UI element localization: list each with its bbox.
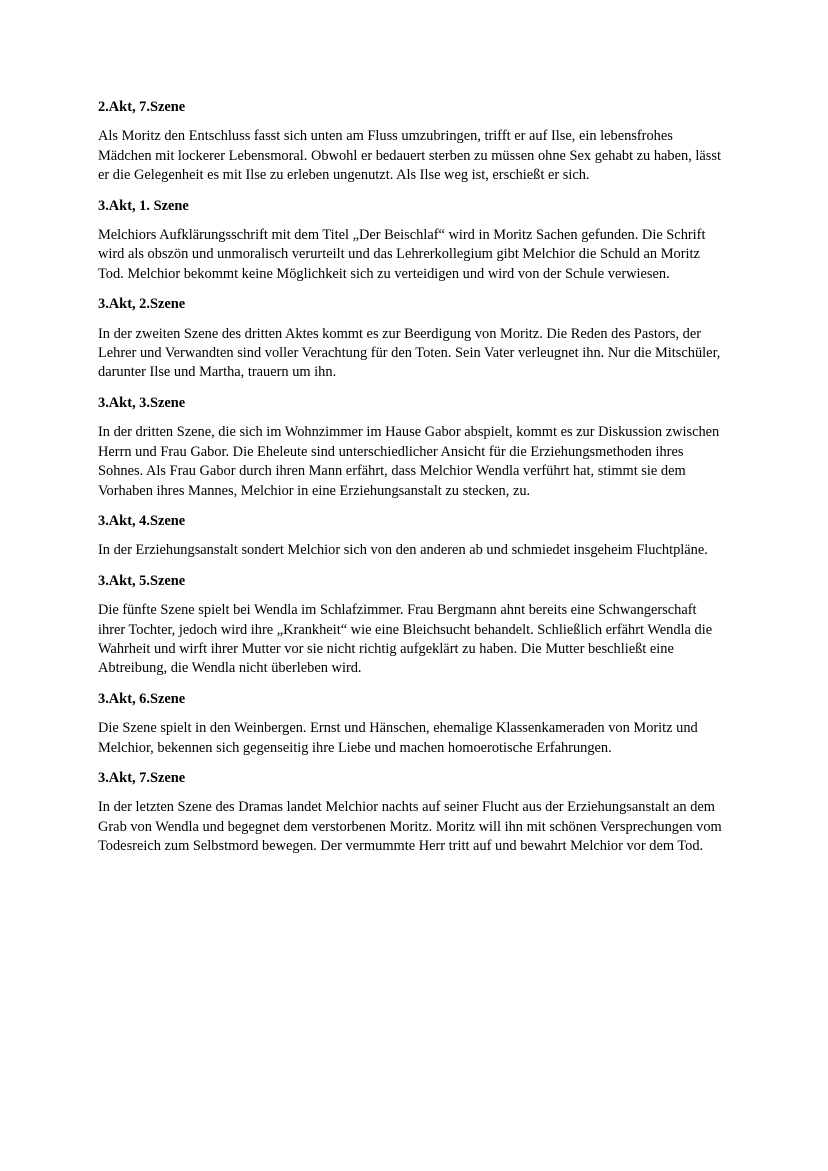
section-text: In der letzten Szene des Dramas landet Melchior nachts auf seiner Flucht aus der Erziehungsanstalt an dem Grab von Wendla und begegnet dem verstorbenen Moritz. Moritz will ihn mit schönen Versprechungen vom Todesreich zum Selbstmord bewegen. Der vermummte Herr tritt auf und bewahrt Melchior vor dem Tod. — [98, 799, 722, 855]
section-3-akt-5-szene — [98, 572, 726, 679]
section-title: 3.Akt, 3.Szene — [98, 394, 186, 411]
section-3-akt-1-szene — [98, 197, 726, 285]
section-title: 3.Akt, 4.Szene — [98, 512, 186, 529]
section-3-akt-7-szene — [98, 769, 726, 857]
section-3-akt-6-szene — [98, 690, 726, 758]
section-title: 3.Akt, 1. Szene — [98, 197, 189, 214]
document-page — [98, 98, 726, 868]
section-title: 3.Akt, 5.Szene — [98, 572, 186, 589]
section-text: Die Szene spielt in den Weinbergen. Ernst und Hänschen, ehemalige Klassenkameraden von Moritz und Melchior, bekennen sich gegenseitig ihre Liebe und machen homoerotische Erfahrungen. — [98, 720, 698, 756]
section-title: 2.Akt, 7.Szene — [98, 99, 186, 115]
section-text: Melchiors Aufklärungsschrift mit dem Titel „Der Beischlaf“ wird in Moritz Sachen gefunden. Die Schrift wird als obszön und unmoralisch verurteilt und das Lehrerkollegium gibt Melchior die Schuld an Moritz Tod. Melchior bekommt keine Möglichkeit sich zu verteidigen und wird von der Schule verwiesen. — [98, 227, 706, 282]
section-2-akt-7-szene — [98, 98, 726, 186]
section-text: Die fünfte Szene spielt bei Wendla im Schlafzimmer. Frau Bergmann ahnt bereits eine Schwangerschaft ihrer Tochter, jedoch wird ihre „Krankheit“ wie eine Bleichsucht behandelt. Schließlich erfährt Wendla die Wahrheit und wirft ihrer Mutter vor sie nicht richtig aufgeklärt zu haben. Die Mutter beschließt eine Abtreibung, die Wendla nicht überleben wird. — [98, 602, 713, 677]
section-text: In der dritten Szene, die sich im Wohnzimmer im Hause Gabor abspielt, kommt es zur Diskussion zwischen Herrn und Frau Gabor. Die Eheleute sind unterschiedlicher Ansicht für die Erziehungsmethoden ihres Sohnes. Als Frau Gabor durch ihren Mann erfährt, dass Melchior Wendla verführt hat, stimmt sie dem Vorhaben ihres Mannes, Melchior in eine Erziehungsanstalt zu stecken, zu. — [98, 424, 720, 499]
section-title: 3.Akt, 2.Szene — [98, 296, 186, 313]
section-3-akt-3-szene — [98, 394, 726, 501]
section-text: In der zweiten Szene des dritten Aktes kommt es zur Beerdigung von Moritz. Die Reden des Pastors, der Lehrer und Verwandten sind voller Verachtung für den Toten. Sein Vater verleugnet ihn. Nur die Mitschüler, darunter Ilse und Martha, trauern um ihn. — [98, 325, 721, 381]
section-title: 3.Akt, 6.Szene — [98, 690, 186, 707]
section-text: In der Erziehungsanstalt sondert Melchior sich von den anderen ab und schmiedet insgeheim Fluchtpläne. — [98, 542, 708, 559]
section-3-akt-4-szene — [98, 512, 726, 561]
section-3-akt-2-szene — [98, 295, 726, 383]
section-text: Als Moritz den Entschluss fasst sich unten am Fluss umzubringen, trifft er auf Ilse, ein lebensfrohes Mädchen mit lockerer Lebensmoral. Obwohl er bedauert sterben zu müssen ohne Sex gehabt zu haben, lässt er die Gelegenheit es mit Ilse zu erleben ungenutzt. Als Ilse weg ist, erschießt er sich. — [98, 128, 721, 184]
section-title: 3.Akt, 7.Szene — [98, 769, 186, 786]
